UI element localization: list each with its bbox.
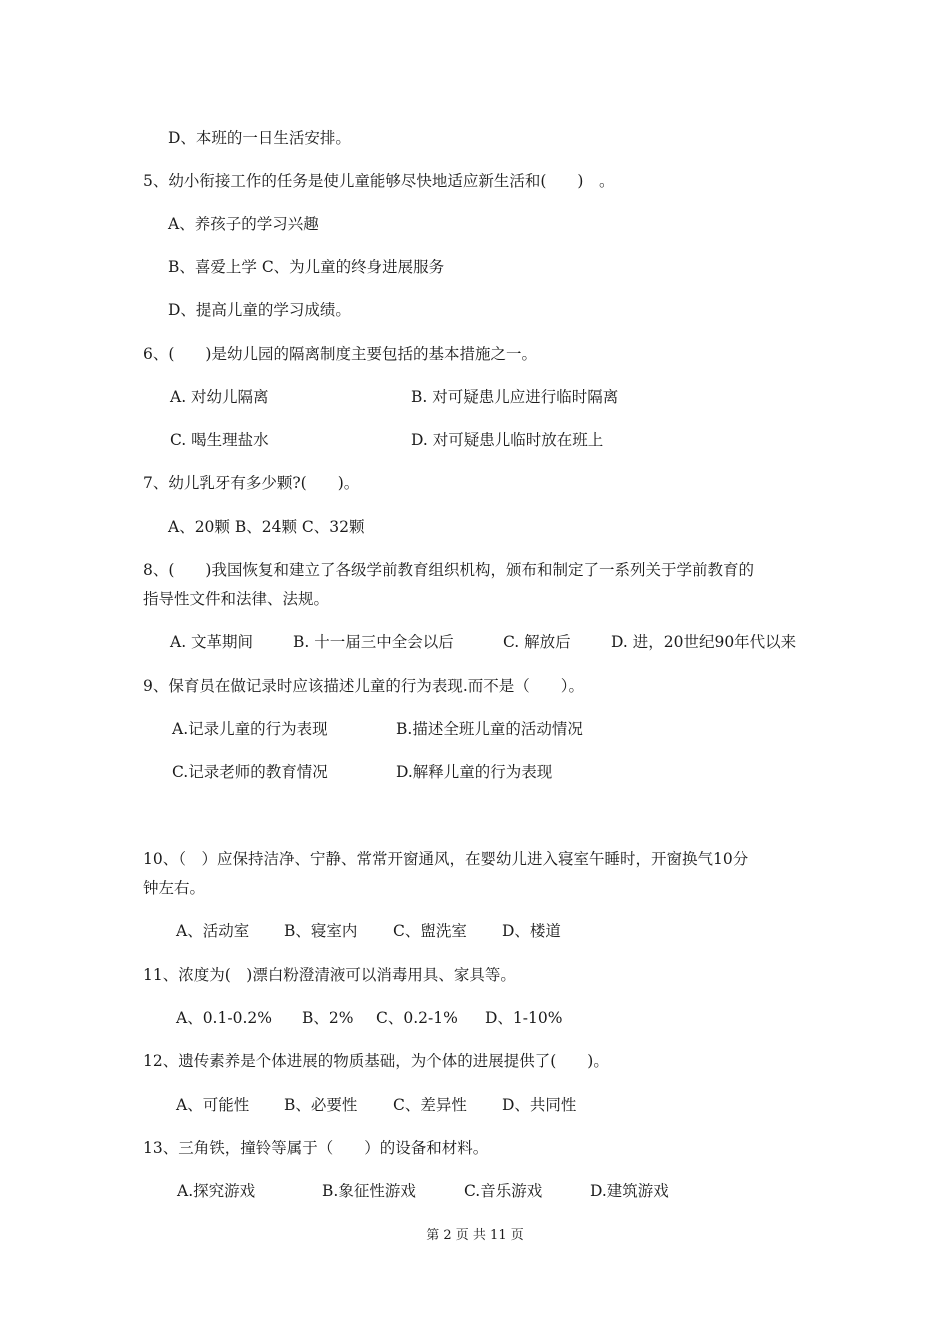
q6-option-d: D. 对可疑患儿临时放在班上 (411, 431, 604, 449)
q12-option-b: B、必要性 (284, 1096, 358, 1114)
q6-option-a: A. 对幼儿隔离 (170, 388, 269, 406)
q13-option-d: D.建筑游戏 (590, 1182, 669, 1200)
q9-stem: 9、保育员在做记录时应该描述儿童的行为表现.而不是（ ）。 (143, 677, 585, 695)
q8-option-c: C. 解放后 (503, 633, 571, 651)
q9-option-b: B.描述全班儿童的活动情况 (396, 720, 583, 738)
q12-option-a: A、可能性 (176, 1096, 250, 1114)
q6-stem: 6、( )是幼儿园的隔离制度主要包括的基本措施之一。 (143, 345, 537, 363)
q5-option-a: A、养孩子的学习兴趣 (168, 215, 319, 233)
q8-stem-line1: 8、( )我国恢复和建立了各级学前教育组织机构，颁布和制定了一系列关于学前教育的 (143, 561, 754, 579)
q5-option-d: D、提高儿童的学习成绩。 (168, 301, 351, 319)
q8-option-d: D. 进，20世纪90年代以来 (611, 633, 797, 651)
q7-stem: 7、幼儿乳牙有多少颗?( )。 (143, 474, 360, 492)
q11-option-d: D、1-10% (485, 1009, 563, 1027)
q7-options: A、20颗 B、24颗 C、32颗 (168, 518, 365, 536)
q10-option-b: B、寝室内 (284, 922, 358, 940)
q9-option-c: C.记录老师的教育情况 (172, 763, 328, 781)
q5-stem: 5、幼小衔接工作的任务是使儿童能够尽快地适应新生活和( ) 。 (143, 172, 615, 190)
page-number-footer: 第 2 页 共 11 页 (426, 1228, 524, 1243)
q12-stem: 12、遗传素养是个体进展的物质基础，为个体的进展提供了( )。 (143, 1052, 609, 1070)
q9-option-d: D.解释儿童的行为表现 (396, 763, 553, 781)
q11-option-a: A、0.1-0.2% (176, 1009, 272, 1027)
q11-stem: 11、浓度为( )漂白粉澄清液可以消毒用具、家具等。 (143, 966, 516, 984)
q9-option-a: A.记录儿童的行为表现 (172, 720, 328, 738)
q10-stem-line1: 10、（ ）应保持洁净、宁静、常常开窗通风，在婴幼儿进入寝室午睡时，开窗换气10分 (143, 850, 749, 868)
q10-option-a: A、活动室 (176, 922, 250, 940)
q10-option-c: C、盥洗室 (393, 922, 467, 940)
q5-option-bc: B、喜爱上学 C、为儿童的终身进展服务 (168, 258, 445, 276)
q8-option-b: B. 十一届三中全会以后 (293, 633, 454, 651)
q12-option-d: D、共同性 (502, 1096, 577, 1114)
q12-option-c: C、差异性 (393, 1096, 467, 1114)
q8-stem-line2: 指导性文件和法律、法规。 (143, 590, 330, 608)
q6-option-c: C. 喝生理盐水 (170, 431, 269, 449)
q10-option-d: D、楼道 (502, 922, 561, 940)
q11-option-b: B、2% (302, 1009, 354, 1027)
q8-option-a: A. 文革期间 (170, 633, 254, 651)
q13-option-c: C.音乐游戏 (464, 1182, 543, 1200)
q4-option-d: D、本班的一日生活安排。 (168, 129, 351, 147)
q6-option-b: B. 对可疑患儿应进行临时隔离 (411, 388, 619, 406)
q11-option-c: C、0.2-1% (376, 1009, 458, 1027)
q10-stem-line2: 钟左右。 (143, 879, 206, 897)
q13-stem: 13、三角铁，撞铃等属于（ ）的设备和材料。 (143, 1139, 489, 1157)
q13-option-a: A.探究游戏 (177, 1182, 256, 1200)
q13-option-b: B.象征性游戏 (322, 1182, 416, 1200)
